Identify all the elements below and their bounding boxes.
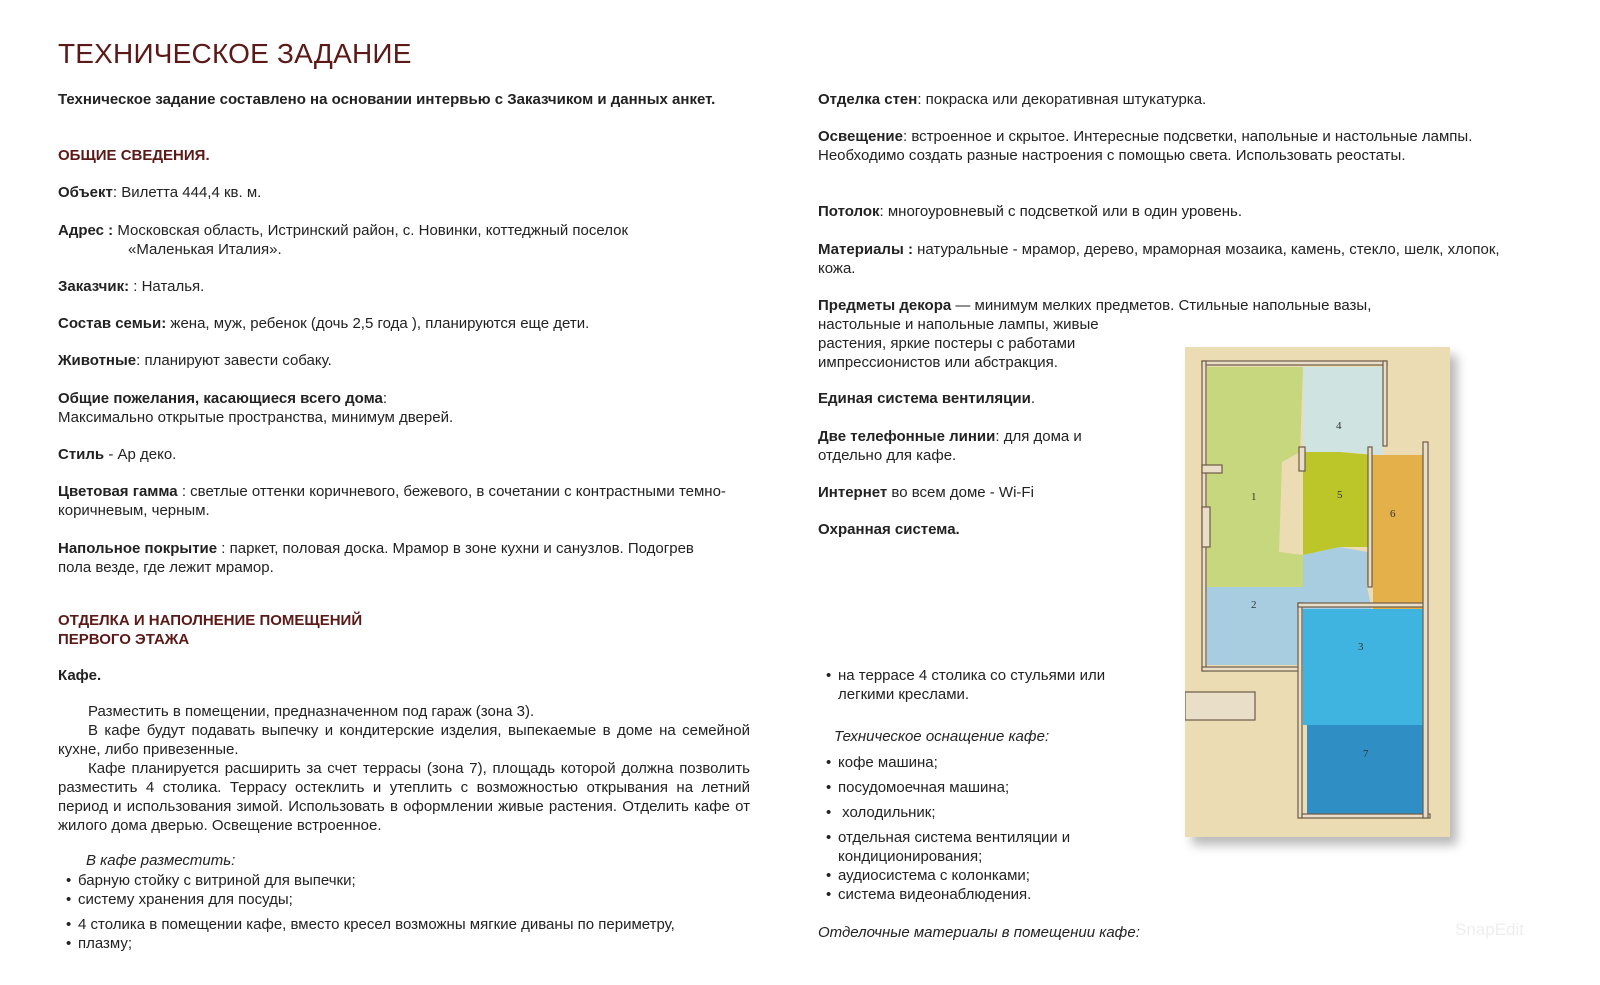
zone-4 [1303, 367, 1383, 455]
watermark: SnapEdit [1455, 920, 1524, 939]
security-line: Охранная система. [818, 521, 960, 538]
internet-line: Интернет во всем доме - Wi-Fi [818, 484, 1034, 501]
zone-3 [1303, 609, 1423, 725]
animals-line: Животные: планируют завести собаку. [58, 352, 332, 369]
list-item: • система видеонаблюдения. [826, 885, 1126, 904]
place-heading: В кафе разместить: [86, 852, 236, 869]
zone-1 [1207, 367, 1303, 587]
zone-label-1: 1 [1251, 491, 1257, 503]
colors-block: Цветовая гамма : светлые оттенки коричневого, бежевого, в сочетании с контрастными темно-коричневым, черным. [58, 483, 726, 519]
zone-label-5: 5 [1337, 489, 1343, 501]
rooms-heading: ОТДЕЛКА И НАПОЛНЕНИЕ ПОМЕЩЕНИЙ ПЕРВОГО ЭТАЖА [58, 612, 363, 648]
ceiling-line: Потолок: многоуровневый с подсветкой или в один уровень. [818, 203, 1243, 220]
address-block: Адрес : Московская область, Истринский район, с. Новинки, коттеджный поселок «Маленькая Италия». [58, 222, 629, 258]
list-item: • систему хранения для посуды; [66, 890, 766, 909]
zone-label-3: 3 [1358, 641, 1364, 653]
intro-paragraph: Техническое задание составлено на основании интервью с Заказчиком и данных анкет. [58, 91, 716, 108]
finish-heading: Отделочные материалы в помещении кафе: [818, 924, 1140, 941]
zone-label-7: 7 [1363, 748, 1369, 760]
zone-6 [1367, 455, 1423, 615]
list-item: • на террасе 4 столика со стульями или легкими креслами. [826, 666, 1156, 704]
cafe-label: Кафе. [58, 667, 102, 684]
customer-line: Заказчик: : Наталья. [58, 278, 205, 295]
list-item: • барную стойку с витриной для выпечки; [66, 871, 766, 890]
floor-plan-drawing [1185, 347, 1450, 837]
zone-5 [1303, 452, 1373, 555]
floor-block: Напольное покрытие : паркет, половая доска. Мрамор в зоне кухни и санузлов. Подогрев пола везде, где лежит мрамор. [58, 540, 694, 576]
materials-block: Материалы : натуральные - мрамор, дерево, мраморная мозаика, камень, стекло, шелк, хлопок, кожа. [818, 241, 1500, 277]
family-line: Состав семьи: жена, муж, ребенок (дочь 2,5 года ), планируются еще дети. [58, 315, 590, 332]
object-line: Объект: Вилетта 444,4 кв. м. [58, 184, 262, 201]
zone-label-4: 4 [1336, 420, 1342, 432]
zone-label-2: 2 [1251, 599, 1257, 611]
general-heading: ОБЩИЕ СВЕДЕНИЯ. [58, 147, 210, 164]
list-item: • плазму; [66, 934, 766, 953]
equip-heading: Техническое оснащение кафе: [834, 728, 1050, 745]
list-item: • 4 столика в помещении кафе, вместо кресел возможны мягкие диваны по периметру, [66, 915, 766, 934]
style-line: Стиль - Ар деко. [58, 446, 177, 463]
ventilation-line: Единая система вентиляции. [818, 390, 1035, 407]
list-item: • кофе машина; [826, 753, 1126, 772]
walls-line: Отделка стен: покраска или декоративная штукатурка. [818, 91, 1207, 108]
floor-plan [1185, 347, 1450, 837]
wishes-block: Общие пожелания, касающиеся всего дома: Максимально открытые пространства, минимум дверей. [58, 390, 454, 426]
list-item: • аудиосистема с колонками; [826, 866, 1126, 885]
cafe-description: Разместить в помещении, предназначенном под гараж (зона 3). В кафе будут подавать выпечку и кондитерские изделия, выпекаемые в доме на семейной кухне, либо привезенные. Кафе планируется расширить за счет террасы (зона 7), площадь которой должна позволить разместить 4 столика. Террасу остеклить и утеплить с возможностью открывания на летний период и использования зимой. Использовать в оформлении живые растения. Отделить кафе от жилого дома дверью. Освещение встроенное. [58, 703, 750, 834]
list-item: • холодильник; [826, 803, 1126, 822]
phone-block: Две телефонные линии: для дома и отдельно для кафе. [818, 428, 1082, 464]
decor-block: Предметы декора — минимум мелких предметов. Стильные напольные вазы, настольные и напольные лампы, живые растения, яркие постеры с работами импрессионистов или абстракция. [818, 297, 1372, 371]
zone-7 [1307, 725, 1423, 815]
light-block: Освещение: встроенное и скрытое. Интересные подсветки, напольные и настольные лампы. Необходимо создать разные настроения с помощью света. Использовать реостаты. [818, 128, 1473, 164]
place-list [66, 871, 766, 953]
page-title: ТЕХНИЧЕСКОЕ ЗАДАНИЕ [58, 38, 412, 69]
equip-list [826, 753, 1126, 904]
list-item: • отдельная система вентиляции и кондиционирования; [826, 828, 1126, 866]
list-item: • посудомоечная машина; [826, 778, 1126, 797]
terrace-list [826, 666, 1156, 704]
zone-label-6: 6 [1390, 508, 1396, 520]
